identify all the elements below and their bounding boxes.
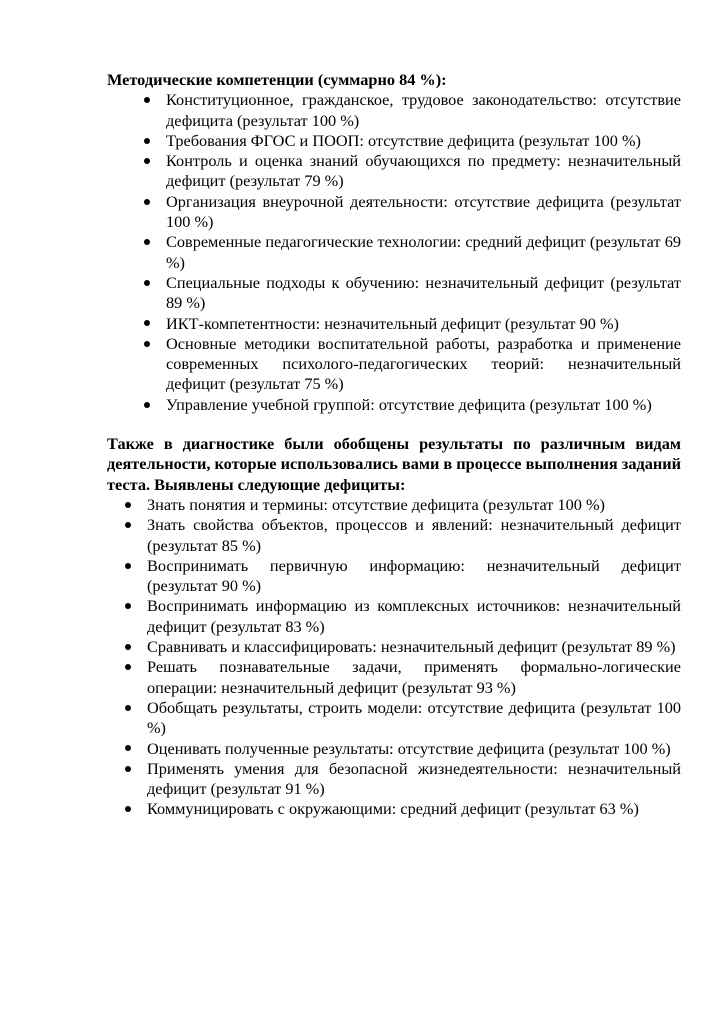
bullet-icon	[141, 273, 161, 293]
list-item-text: Специальные подходы к обучению: незначительный дефицит (результат 89 %)	[166, 272, 681, 313]
list-item	[147, 799, 681, 819]
list-item	[166, 131, 681, 151]
bullet-icon	[122, 637, 142, 657]
bullet-icon	[141, 232, 161, 252]
activity-deficits-list	[107, 495, 681, 820]
list-item-text: Знать свойства объектов, процессов и явлений: незначительный дефицит (результат 85 %)	[147, 515, 681, 555]
methodical-competencies-list	[107, 90, 681, 415]
list-item-text: Основные методики воспитательной работы, разработка и применение современных психолого-педагогических теорий: незначительный дефицит (результат 75 %)	[166, 333, 681, 394]
bullet-icon	[122, 739, 142, 759]
list-item-text: Знать понятия и термины: отсутствие дефицита (результат 100 %)	[147, 494, 605, 514]
list-item	[147, 739, 681, 759]
list-item-text: Современные педагогические технологии: средний дефицит (результат 69 %)	[166, 232, 681, 272]
list-item-text: Сравнивать и классифицировать: незначительный дефицит (результат 89 %)	[147, 637, 676, 657]
list-item	[147, 495, 681, 515]
list-item-text: Организация внеурочной деятельности: отсутствие дефицита (результат 100 %)	[166, 191, 681, 232]
list-item	[147, 515, 681, 556]
bullet-icon	[122, 596, 142, 616]
bullet-icon	[122, 657, 142, 677]
list-item	[166, 151, 681, 192]
list-item	[147, 698, 681, 739]
list-item-text: Требования ФГОС и ПООП: отсутствие дефицита (результат 100 %)	[166, 130, 641, 150]
list-item-text: Применять умения для безопасной жизнедеятельности: незначительный дефицит (результат 91 %)	[147, 758, 681, 799]
list-item	[166, 192, 681, 233]
bullet-icon	[141, 131, 161, 151]
list-item-text: Воспринимать информацию из комплексных источников: незначительный дефицит (результат 83 %)	[147, 596, 681, 636]
list-item	[166, 395, 681, 415]
document-page	[107, 70, 681, 820]
bullet-icon	[122, 759, 142, 779]
list-item	[147, 596, 681, 637]
list-item-text: Контроль и оценка знаний обучающихся по предмету: незначительный дефицит (результат 79 %)	[166, 151, 681, 191]
list-item-text: Коммуницировать с окружающими: средний дефицит (результат 63 %)	[147, 799, 639, 819]
list-item	[166, 334, 681, 395]
list-item	[147, 759, 681, 800]
bullet-icon	[141, 334, 161, 354]
list-item	[147, 637, 681, 657]
list-item-text: ИКТ-компетентности: незначительный дефицит (результат 90 %)	[166, 313, 619, 333]
list-item-text: Управление учебной группой: отсутствие дефицита (результат 100 %)	[166, 394, 652, 414]
bullet-icon	[122, 515, 142, 535]
section-heading-activities: Также в диагностике были обобщены результаты по различным видам деятельности, которые использовались вами в процессе выполнения заданий теста. Выявлены следующие дефициты:	[107, 434, 681, 494]
list-item	[166, 273, 681, 314]
list-item	[147, 657, 681, 698]
list-item	[166, 232, 681, 273]
bullet-icon	[141, 151, 161, 171]
list-item-text: Оценивать полученные результаты: отсутствие дефицита (результат 100 %)	[147, 738, 671, 758]
list-item	[166, 314, 681, 334]
bullet-icon	[141, 395, 161, 415]
list-item-text: Обобщать результаты, строить модели: отсутствие дефицита (результат 100 %)	[147, 697, 681, 738]
bullet-icon	[141, 314, 161, 334]
section-heading-methodical: Методические компетенции (суммарно 84 %):	[107, 70, 447, 89]
bullet-icon	[122, 556, 142, 576]
list-item	[147, 556, 681, 597]
list-item-text: Воспринимать первичную информацию: незначительный дефицит (результат 90 %)	[147, 555, 681, 596]
list-item	[166, 90, 681, 131]
list-item-text: Конституционное, гражданское, трудовое законодательство: отсутствие дефицита (результат 100 %)	[166, 90, 681, 130]
bullet-icon	[122, 799, 142, 819]
bullet-icon	[141, 90, 161, 110]
bullet-icon	[122, 495, 142, 515]
bullet-icon	[141, 192, 161, 212]
bullet-icon	[122, 698, 142, 718]
list-item-text: Решать познавательные задачи, применять формально-логические операции: незначительный дефицит (результат 93 %)	[147, 657, 681, 697]
